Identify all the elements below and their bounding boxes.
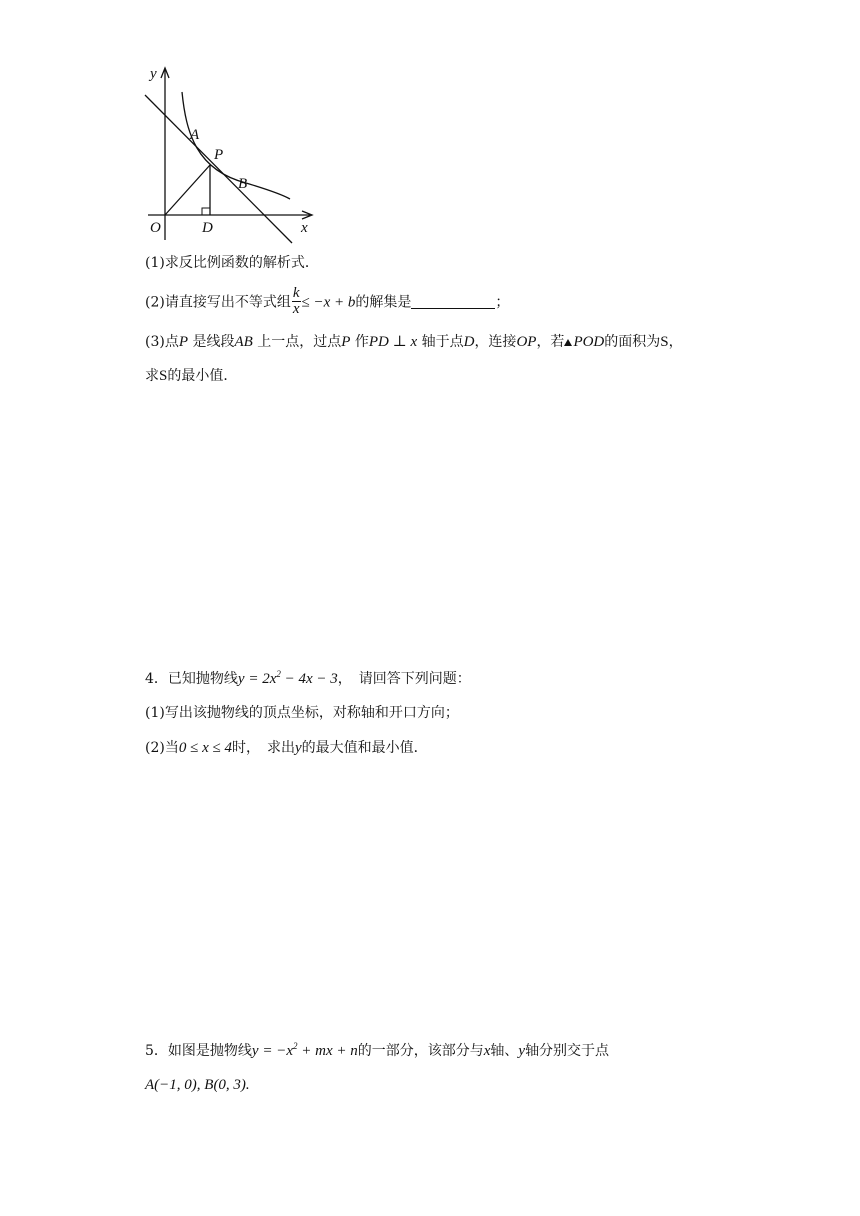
q3-part2	[145, 287, 509, 318]
text: 时， 求出	[231, 740, 295, 756]
q3-part3-line1	[145, 332, 683, 352]
label-y: y	[150, 66, 157, 82]
q3-part1: (1)求反比例函数的解析式．	[145, 255, 319, 271]
q3-part2-prefix: (2)请直接写出不等式组	[145, 294, 291, 311]
text: 轴于点	[421, 334, 464, 350]
text: ，	[668, 334, 683, 350]
point-p: P	[178, 334, 189, 350]
fraction-numerator: k	[292, 285, 300, 301]
text: 4．已知抛物线	[145, 671, 238, 687]
label-a: A	[190, 127, 200, 143]
text: ，连接	[474, 334, 517, 350]
text: ，若	[536, 334, 565, 350]
point-d: D	[463, 334, 475, 350]
text: 上一点，过点	[257, 334, 342, 350]
segment-op: OP	[516, 334, 537, 350]
q3-part2-end: ；	[495, 294, 510, 311]
q5-points	[145, 1075, 250, 1095]
hyperbola-curve	[182, 92, 290, 199]
q5-intro	[145, 1041, 609, 1061]
text: 的最大值和最小值．	[301, 740, 428, 756]
x-range: 0 ≤ x ≤ 4	[178, 740, 232, 756]
text: 求	[145, 368, 159, 384]
text: 5．如图是抛物线	[145, 1043, 252, 1059]
point-p: P	[341, 334, 351, 350]
var-y: y	[518, 1043, 526, 1059]
inequality-rhs: ≤ −x + b	[301, 294, 356, 311]
text: 轴、	[490, 1043, 519, 1059]
area-s: S	[159, 368, 168, 384]
label-x: x	[301, 220, 308, 236]
text: 轴分别交于点	[525, 1043, 610, 1059]
text: ， 请回答下列问题：	[337, 671, 471, 687]
q3-part3-line2	[145, 366, 237, 386]
hyperbola-line-figure	[138, 62, 318, 247]
label-d: D	[202, 220, 213, 236]
line-ab	[145, 95, 292, 243]
parabola-equation: $y = -x^2$ + mx + n	[251, 1041, 358, 1059]
text: 是线段	[192, 334, 235, 350]
area-s: S	[660, 334, 669, 350]
label-b: B	[238, 176, 248, 192]
answer-blank[interactable]	[411, 294, 495, 309]
q4-intro	[145, 669, 471, 689]
text: (2)当	[145, 740, 179, 756]
text: 的一部分，该部分与	[357, 1043, 484, 1059]
var-x: x	[483, 1043, 491, 1059]
fraction-k-over-x	[292, 286, 301, 317]
text: 作	[354, 334, 369, 350]
text: (3)点	[145, 334, 179, 350]
label-p: P	[214, 147, 224, 163]
text: 的面积为	[604, 334, 661, 350]
triangle-symbol	[564, 339, 572, 346]
var-y: y	[294, 740, 302, 756]
text: 的最小值．	[167, 368, 238, 384]
q4-part2	[145, 738, 428, 758]
segment-ab: AB	[234, 334, 253, 350]
fraction-denominator: x	[292, 301, 300, 317]
q4-part1: (1)写出该抛物线的顶点坐标，对称轴和开口方向；	[145, 705, 459, 721]
right-angle-mark	[202, 208, 210, 215]
label-o: O	[150, 220, 161, 236]
triangle-pod: POD	[573, 334, 605, 350]
points-a-b: A(−1, 0), B(0, 3).	[145, 1077, 250, 1093]
q3-part2-mid: 的解集是	[355, 294, 412, 311]
pd-perp-x: PD ⊥ x	[368, 334, 418, 350]
parabola-equation: $y = 2x^2 - 4x - 3$	[237, 669, 338, 687]
